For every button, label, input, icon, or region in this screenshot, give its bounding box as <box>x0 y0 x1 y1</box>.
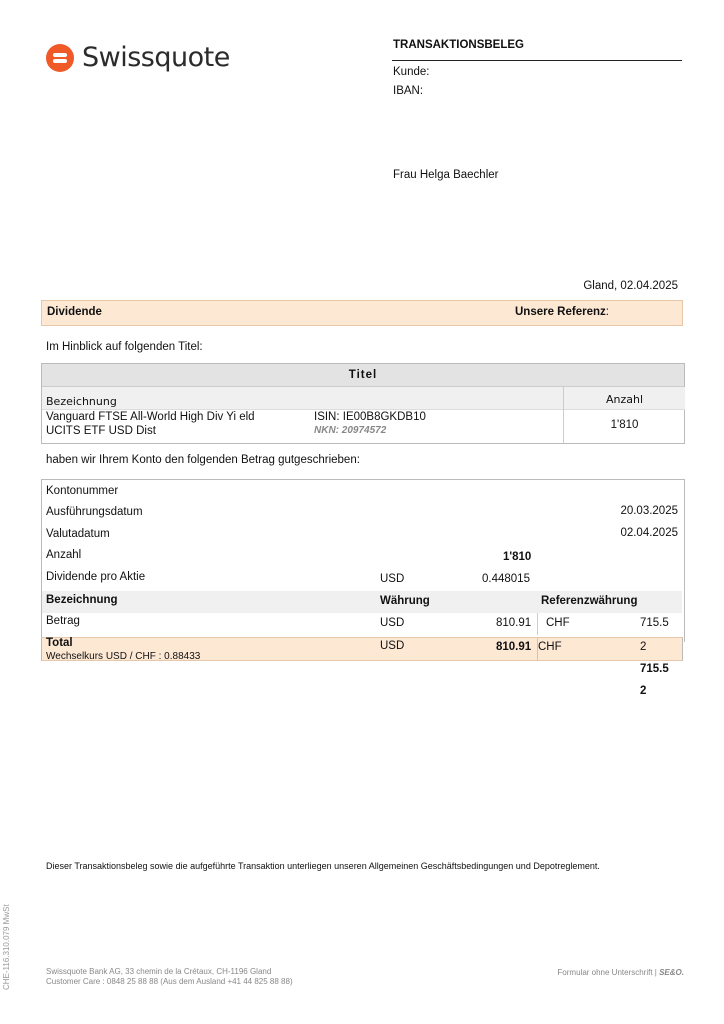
betrag-ref-value: 715.5 <box>640 617 669 629</box>
swissquote-logo <box>46 42 230 73</box>
isin: ISIN: IE00B8GKDB10 <box>314 411 426 423</box>
credit-text: haben wir Ihrem Konto den folgenden Betrag gutgeschrieben: <box>46 454 360 466</box>
total-ref-value-tail: 2 <box>640 685 647 697</box>
total-ref-value: 715.5 <box>640 663 669 675</box>
security-name: Vanguard FTSE All-World High Div Yi eld UCITS ETF USD Dist <box>46 411 255 437</box>
ausfuehrungsdatum-value: 20.03.2025 <box>620 505 678 517</box>
footer-address-line: Swissquote Bank AG, 33 chemin de la Crétaux, CH-1196 Gland <box>46 967 272 976</box>
footer-note: Formular ohne Unterschrift | SE&O. <box>557 968 684 977</box>
wechselkurs: Wechselkurs USD / CHF : 0.88433 <box>46 651 201 662</box>
details-column-header <box>42 591 682 613</box>
kunde-label: Kunde: <box>393 66 430 78</box>
betrag-ref-currency: CHF <box>546 617 570 629</box>
betrag-divider <box>537 613 538 635</box>
valutadatum-value: 02.04.2025 <box>620 527 678 539</box>
titel-table <box>41 363 685 444</box>
footer-address <box>46 967 293 987</box>
total-label: Total <box>46 637 73 649</box>
iban-label: IBAN: <box>393 85 424 97</box>
document-title: TRANSAKTIONSBELEG <box>393 39 524 51</box>
swissquote-logo-icon <box>46 44 74 72</box>
transaction-type: Dividende <box>47 306 102 318</box>
titel-heading: Titel <box>42 364 684 387</box>
betrag-label: Betrag <box>46 615 80 627</box>
title-divider <box>392 60 682 61</box>
vat-number-vertical: CHE-116.310.079 MwSt <box>2 904 11 990</box>
intro-text: Im Hinblick auf folgenden Titel: <box>46 341 203 353</box>
total-currency: USD <box>380 640 405 652</box>
col-referenzwaehrung: Referenzwährung <box>541 595 638 607</box>
betrag-currency: USD <box>380 617 405 629</box>
betrag-value: 810.91 <box>496 617 532 629</box>
dividende-currency: USD <box>380 573 405 585</box>
anzahl-value: 1'810 <box>503 551 532 563</box>
total-ref-currency: CHF <box>538 641 562 653</box>
dividende-value: 0.448015 <box>482 573 530 585</box>
total-value: 810.91 <box>496 641 532 653</box>
anzahl-label: Anzahl <box>46 549 82 561</box>
footer-care-line: Customer Care : 0848 25 88 88 (Aus dem Ausland +41 44 825 88 88) <box>46 977 293 986</box>
disclaimer: Dieser Transaktionsbeleg sowie die aufgeführte Transaktion unterliegen unseren Allgemeinen Geschäftsbedingungen und Depotreglement. <box>46 861 600 871</box>
col-bezeichnung: Bezeichnung <box>46 594 118 606</box>
valutadatum-label: Valutadatum <box>46 528 110 540</box>
kontonummer-label: Kontonummer <box>46 485 119 497</box>
logo-text: Swissquote <box>82 42 230 73</box>
titel-subheader <box>42 387 563 410</box>
ausfuehrungsdatum-label: Ausführungsdatum <box>46 506 143 518</box>
recipient-name: Frau Helga Baechler <box>393 169 499 181</box>
security-ids <box>314 410 426 438</box>
total-ref-value-fragment: 2 <box>640 641 647 653</box>
nkn: NKN: 20974572 <box>314 425 387 436</box>
transaction-type-bar <box>41 300 683 326</box>
titel-anzahl-column <box>563 387 685 443</box>
place-date: Gland, 02.04.2025 <box>583 280 678 292</box>
col-waehrung: Währung <box>380 595 430 607</box>
titel-anzahl-value: 1'810 <box>610 419 639 431</box>
dividende-label: Dividende pro Aktie <box>46 571 146 583</box>
details-table <box>41 479 685 642</box>
reference-label: Unsere Referenz: <box>515 306 609 318</box>
titel-col-bezeichnung: Bezeichnung <box>46 395 117 408</box>
titel-col-anzahl: Anzahl <box>564 387 685 410</box>
